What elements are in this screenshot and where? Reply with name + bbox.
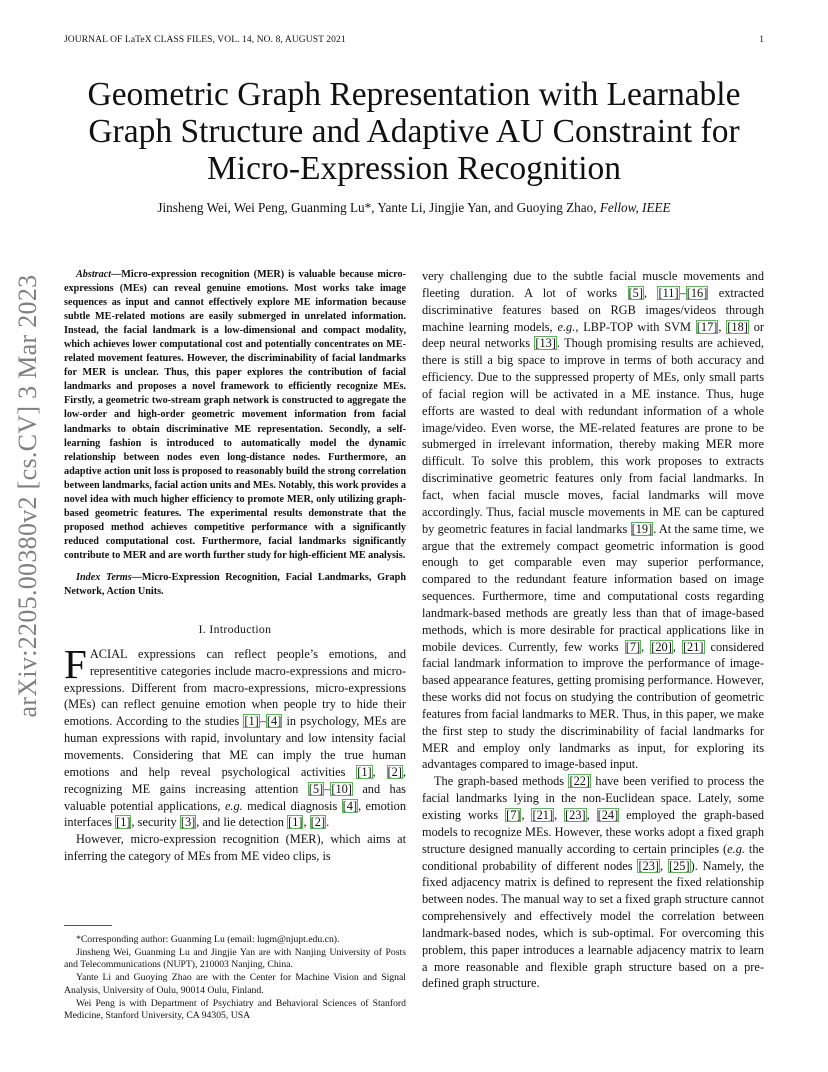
citation-link[interactable]: [3] [180, 815, 196, 830]
citation-link[interactable]: [25] [669, 858, 690, 873]
footnote-affiliation-1: Jinsheng Wei, Guanming Lu and Jingjie Yan are with Nanjing University of Posts and Telecommunications (NUPT), 210003 Nanjing, China. [64, 946, 406, 971]
page-number: 1 [759, 35, 764, 45]
citation-link[interactable]: [13] [535, 336, 556, 351]
citation-link[interactable]: [21] [682, 639, 704, 654]
right-column [422, 268, 764, 992]
intro-paragraph-1: FACIAL expressions can reflect people’s emotions, and representitive categories include macro-expressions and micro-expressions. Different from macro-expressions, micro-expressions (MEs) can reflect genuine emotion when people try to hide their emotions. According to the studies [1]–[4] in psychology, MEs are human expressions with rapid, involuntary and low intensity facial movements. Considering that ME can imply the true human emotions and help reveal psychological activities [1], [2], recognizing ME gains increasing attention [5]–[10] and has valuable potential applications, e.g. medical diagnosis [4], emotion interfaces [1], security [3], and lie detection [1], [2]. [64, 640, 407, 830]
abstract: Abstract—Micro-expression recognition (MER) is valuable because micro-expressions (MEs) can reveal genuine emotions. Most works take image sequences as input and cannot effectively explore ME information because subtle ME-related motions are easily submerged in unrelated information. Instead, the facial landmark is a low-dimensional and compact modality, which achieves lower computational cost and potentially concentrates on ME-related movement features. However, the discriminability of facial landmarks for MER is unclear. Thus, this paper explores the contribution of facial landmarks and proposes a novel framework to efficiently recognize MEs. Firstly, a geometric two-stream graph network is constructed to aggregate the low-order and high-order geometric movement information from facial landmarks to obtain discriminative ME representation. Secondly, a self-learning fashion is introduced to automatically model the dynamic relationship between nodes even long-distance nodes. Furthermore, an adaptive action unit loss is proposed to reasonably build the strong correlation between landmarks, facial action units and MEs. Notably, this work provides a novel idea with much higher efficiency to promote MER, only utilizing graph-based geometric features. The experimental results demonstrate that the proposed method achieves competitive performance with a significantly reduced computational cost. Furthermore, facial landmarks significantly contribute to MER and are worth further study for high-efficient ME analysis. [64, 269, 406, 561]
citation-link[interactable]: [7] [506, 808, 521, 822]
footnote-affiliation-3: Wei Peng is with Department of Psychiatry and Behavioral Sciences of Stanford Medicine, Stanford University, CA 94305, USA [64, 997, 406, 1022]
citation-link[interactable]: [5] [308, 781, 324, 796]
citation-link[interactable]: [2] [310, 815, 326, 830]
citation-link[interactable]: [4] [342, 798, 358, 813]
footnote-rule [64, 925, 112, 926]
section-heading: I. Introduction [198, 622, 272, 637]
citation-link[interactable]: [7] [625, 639, 641, 654]
citation-link[interactable]: [21] [532, 808, 554, 822]
citation-link[interactable]: [23] [638, 858, 660, 873]
citation-link[interactable]: [17] [696, 319, 718, 334]
citation-link[interactable]: [1] [288, 815, 303, 830]
abstract-label: Abstract [76, 269, 112, 280]
citation-link[interactable]: [22] [569, 774, 591, 789]
citation-link[interactable]: [10] [331, 781, 352, 796]
citation-link[interactable]: [1] [357, 764, 372, 779]
author-list: Jinsheng Wei, Wei Peng, Guanming Lu*, Yante Li, Jingjie Yan, and Guoying Zhao, Fellow, IEEE [157, 200, 671, 215]
citation-link[interactable]: [23] [565, 808, 586, 822]
citation-link[interactable]: [1] [244, 714, 259, 729]
footnote-affiliation-2: Yante Li and Guoying Zhao are with the Center for Machine Vision and Signal Analysis, University of Oulu, 90014 Oulu, Finland. [64, 972, 406, 996]
index-terms: Index Terms—Micro-Expression Recognition, Facial Landmarks, Graph Network, Action Units. [64, 571, 406, 598]
right-paragraph-2: The graph-based methods [22] have been verified to process the facial landmarks lying in the non-Euclidean space. Lately, some existing works [7], [21], [23], [24] employed the graph-based models to recognize MEs. However, these works adopt a fixed graph structure designed manually according to certain principles (e.g. the conditional probability of different nodes [23], [25]). Namely, the fixed adjacency matrix is defined to represent the fixed relationship between nodes. The manual way to set a fixed graph structure cannot comprehensively and effectively model the correlation between landmark-based nodes, which is sub-optimal. For overcoming this problem, this paper introduces a learnable adjacency matrix to learn a more reasonable and flexible graph structure based on a pre-defined graph structure. [422, 774, 765, 991]
index-terms-label: Index Terms [76, 571, 132, 583]
citation-link[interactable]: [4] [266, 714, 282, 729]
citation-link[interactable]: [24] [597, 808, 619, 822]
citation-link[interactable]: [2] [387, 764, 402, 779]
author-suffix: Fellow, IEEE [599, 200, 671, 215]
right-paragraph-1: very challenging due to the subtle facial muscle movements and fleeting duration. A lot of works [5], [11]–[16] extracted discriminative features based on RGB images/videos through machine learning models, e.g., LBP-TOP with SVM [17], [18] or deep neural networks [13]. Though promising results are achieved, there is still a big space to improve in terms of both accuracy and efficiency. Due to the suppressed property of MEs, only small parts of facial region will be activated in a ME instance. Thus, huge efforts are wasted to deal with redundant information of a whole image/video. Even worse, the ME-related features are prone to be submerged in irrelevant information, thereby making MER more difficult. To solve this problem, this work proposes to extracts discriminative geometric features only from facial landmarks. In fact, when facial muscle moves, facial landmarks will move accordingly. Thus, facial muscle movements in ME can be captured by geometric features in facial landmarks [19]. At the same time, we argue that the extremely compact geometric information is good enough to get comparable even may superior performance, compared to the redundant feature information based on image sequences. Furthermore, time and computational costs regarding landmark-based methods are greatly less than that of image-based methods, which is more desirable for practical applications like in mobile devices. Currently, few works [7], [20], [21] considered facial landmark information to improve the performance of image-based appearance features, getting promising performance. However, these works did not focus on studying the contribution of geometric features from facial landmarks to MER. Thus, in this paper, we make the first step to study the discriminability of facial landmarks for MER and employ only landmarks as input, for exploring its advantages compared to image-based input. [422, 269, 764, 772]
citation-link[interactable]: [18] [727, 319, 748, 334]
drop-cap: F [64, 640, 87, 687]
footnotes [64, 928, 406, 1023]
citation-link[interactable]: [20] [651, 639, 672, 654]
citation-link[interactable]: [19] [631, 521, 653, 536]
paper-title: Geometric Graph Representation with Learnable Graph Structure and Adaptive AU Constraint for Micro-Expression Recognition [87, 76, 741, 187]
citation-link[interactable]: [1] [116, 815, 131, 830]
citation-link[interactable]: [5] [628, 285, 643, 300]
intro-paragraph-2: However, micro-expression recognition (MER), which aims at inferring the category of MEs from ME video clips, is [64, 832, 406, 864]
citation-link[interactable]: [11] [658, 285, 679, 300]
left-column [64, 268, 406, 865]
footnote-corresponding: *Corresponding author: Guanming Lu (email: lugm@njupt.edu.cn). [76, 934, 340, 945]
running-header: JOURNAL OF LaTeX CLASS FILES, VOL. 14, NO. 8, AUGUST 2021 [64, 35, 346, 45]
citation-link[interactable]: [16] [686, 285, 708, 300]
arxiv-stamp: arXiv:2205.00380v2 [cs.CV] 3 Mar 2023 [13, 274, 42, 718]
